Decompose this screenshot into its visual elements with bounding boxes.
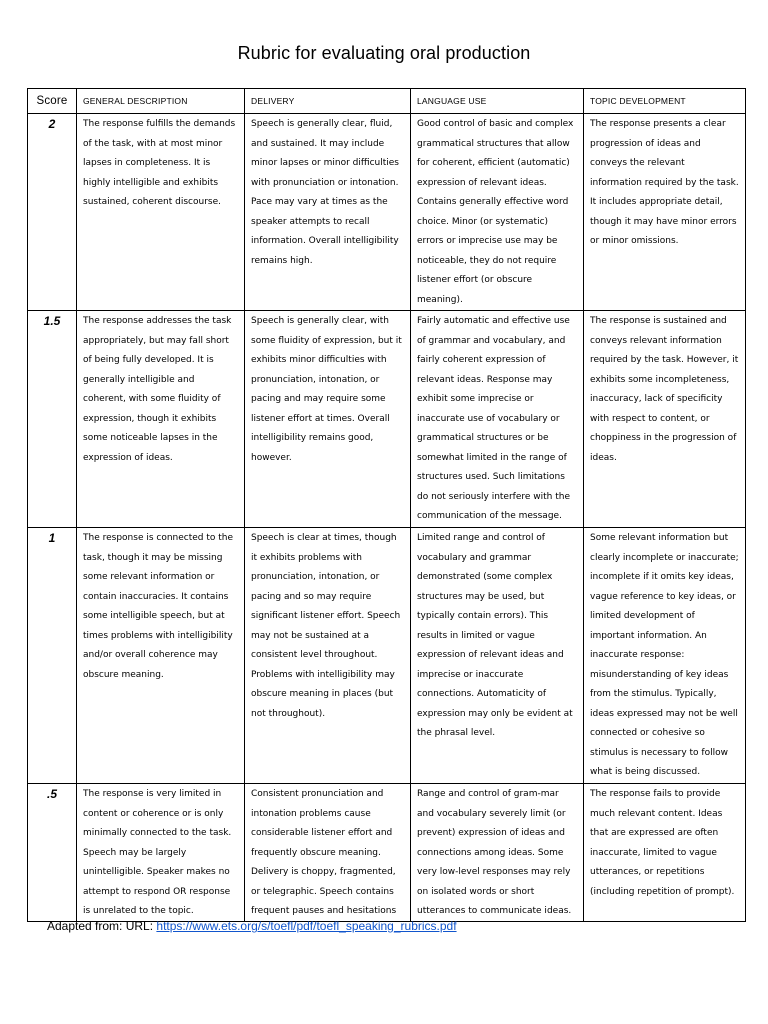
- cell-text: Good control of basic and complex grammatical structures that allow for coherent, efficient (automatic) expression of relevant ideas. Contains generally effective word choice. Minor (or systematic) errors or imprecise use may be noticeable, they do not require listener effort (or obscure meaning).: [417, 119, 574, 305]
- delivery-cell: [245, 114, 411, 311]
- topic-development-cell: [584, 114, 746, 311]
- cell-text: The response fails to provide much relevant content. Ideas that are expressed are often inaccurate, limited to vague utterances, or repetitions (including repetition of prompt).: [590, 789, 735, 897]
- source-prefix: Adapted from: URL:: [47, 919, 157, 933]
- table-row: [28, 784, 746, 922]
- rubric-table: [27, 88, 746, 922]
- header-topic-development: TOPIC DEVELOPMENT: [584, 89, 746, 114]
- language-use-cell: [411, 311, 584, 528]
- header-row: [28, 89, 746, 114]
- header-language-use: LANGUAGE USE: [411, 89, 584, 114]
- header-delivery: DELIVERY: [245, 89, 411, 114]
- delivery-cell: [245, 311, 411, 528]
- topic-development-cell: [584, 528, 746, 784]
- cell-text: Consistent pronunciation and intonation problems cause considerable listener effort and frequently obscure meaning. Delivery is choppy, fragmented, or telegraphic. Speech contains frequent pauses and hesitations: [251, 789, 397, 916]
- score-cell: 2: [28, 114, 77, 311]
- delivery-cell: [245, 528, 411, 784]
- language-use-cell: [411, 114, 584, 311]
- general-description-cell: [77, 528, 245, 784]
- table-row: [28, 311, 746, 528]
- cell-text: Fairly automatic and effective use of grammar and vocabulary, and fairly coherent expression of relevant ideas. Response may exhibit some imprecise or inaccurate use of vocabulary or grammatical structures or be somewhat limited in the range of structures used. Such limitations do not seriously interfere with the communication of the message.: [417, 316, 570, 521]
- general-description-cell: [77, 114, 245, 311]
- source-note: [47, 919, 457, 933]
- general-description-cell: [77, 311, 245, 528]
- general-description-cell: [77, 784, 245, 922]
- cell-text: Some relevant information but clearly incomplete or inaccurate; incomplete if it omits key ideas, vague reference to key ideas, or limited development of important information. An inaccurate response: misunderstanding of key ideas from the stimulus. Typically, ideas expressed may not be well connected or cohesive so stimulus is necessary to follow what is being discussed.: [590, 533, 739, 777]
- cell-text: Speech is clear at times, though it exhibits problems with pronunciation, intonation, or pacing and so may require significant listener effort. Speech may not be sustained at a consistent level throughout. Problems with intelligibility may obscure meaning in places (but not throughout).: [251, 533, 401, 719]
- cell-text: The response presents a clear progression of ideas and conveys the relevant information required by the task. It includes appropriate detail, though it may have minor errors or minor omissions.: [590, 119, 739, 246]
- cell-text: Range and control of gram-mar and vocabulary severely limit (or prevent) expression of ideas and connections among ideas. Some very low-level responses may rely on isolated words or short utterances to communicate ideas.: [417, 789, 572, 916]
- cell-text: The response is connected to the task, though it may be missing some relevant information or contain inaccuracies. It contains some intelligible speech, but at times problems with intelligibility and/or overall coherence may obscure meaning.: [83, 533, 234, 680]
- score-cell: 1.5: [28, 311, 77, 528]
- cell-text: The response fulfills the demands of the task, with at most minor lapses in completeness. It is highly intelligible and exhibits sustained, coherent discourse.: [83, 119, 236, 207]
- page-title: Rubric for evaluating oral production: [237, 43, 531, 63]
- cell-text: The response is very limited in content or coherence or is only minimally connected to the task. Speech may be largely unintelligible. Speaker makes no attempt to respond OR response is unrelated to the topic.: [83, 789, 232, 916]
- table-row: [28, 528, 746, 784]
- header-score: Score: [28, 89, 77, 114]
- table-row: [28, 114, 746, 311]
- topic-development-cell: [584, 311, 746, 528]
- cell-text: Speech is generally clear, with some fluidity of expression, but it exhibits minor difficulties with pronunciation, intonation, or pacing and may require some listener effort at times. Overall intelligibility remains good, however.: [251, 316, 402, 463]
- delivery-cell: [245, 784, 411, 922]
- cell-text: The response addresses the task appropriately, but may fall short of being fully developed. It is generally intelligible and coherent, with some fluidity of expression, though it exhibits some noticeable lapses in the expression of ideas.: [83, 316, 232, 463]
- topic-development-cell: [584, 784, 746, 922]
- cell-text: The response is sustained and conveys relevant information required by the task. However, it exhibits some incompleteness, inaccuracy, lack of specificity with respect to content, or choppiness in the progression of ideas.: [590, 316, 739, 463]
- language-use-cell: [411, 784, 584, 922]
- score-cell: .5: [28, 784, 77, 922]
- score-cell: 1: [28, 528, 77, 784]
- cell-text: Speech is generally clear, fluid, and sustained. It may include minor lapses or minor difficulties with pronunciation or intonation. Pace may vary at times as the speaker attempts to recall information. Overall intelligibility remains high.: [251, 119, 399, 266]
- header-general-description: GENERAL DESCRIPTION: [77, 89, 245, 114]
- language-use-cell: [411, 528, 584, 784]
- cell-text: Limited range and control of vocabulary and grammar demonstrated (some complex structures may be used, but typically contain errors). This results in limited or vague expression of relevant ideas and imprecise or inaccurate connections. Automaticity of expression may only be evident at the phrasal level.: [417, 533, 573, 738]
- source-link[interactable]: https://www.ets.org/s/toefl/pdf/toefl_speaking_rubrics.pdf: [156, 919, 457, 933]
